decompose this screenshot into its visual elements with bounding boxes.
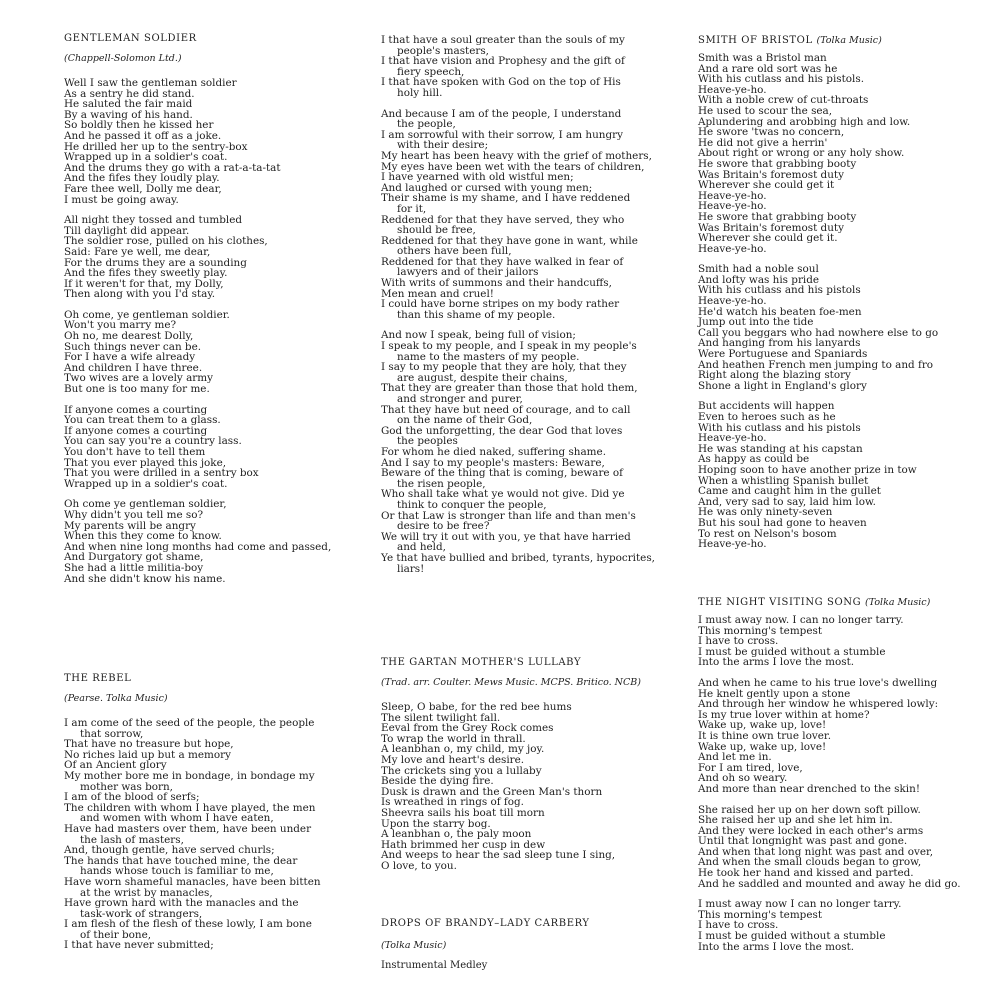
song-gentleman-soldier — [64, 33, 364, 584]
song-credit: (Tolka Music) — [865, 597, 931, 608]
lyric-line: Shone a light in England's glory — [698, 379, 867, 392]
lyric-line: O love, to you. — [381, 859, 457, 872]
lyric-line: I must be guided without a stumble — [698, 645, 886, 658]
lyric-line: For I have a wife already — [64, 351, 196, 364]
lyric-line: I am flesh of the flesh of these lowly, I am bone — [64, 918, 312, 931]
lyric-line: I have to cross. — [698, 635, 779, 648]
lyrics — [698, 53, 988, 550]
lyric-line: Wherever she could get it. — [698, 232, 838, 245]
lyric-line: And I say to my people's masters: Beware, — [381, 456, 605, 469]
lyric-line: Have grown hard with the manacles and the — [64, 897, 299, 910]
lyric-line: About right or wrong or any holy show. — [698, 147, 905, 160]
lyric-line: You can say you're a country lass. — [64, 435, 242, 448]
lyric-line: The crickets sing you a lullaby — [381, 764, 542, 777]
lyric-line: Two wives are a lovely army — [64, 372, 213, 385]
lyric-line: That you were drilled in a sentry box — [64, 467, 259, 480]
lyric-line: Even to heroes such as he — [698, 411, 836, 423]
lyric-line: Eeval from the Grey Rock comes — [381, 722, 554, 735]
lyric-line: name to the masters of my people. — [397, 350, 580, 363]
lyric-line: and women with whom I have eaten, — [80, 812, 274, 825]
lyric-line: Into the arms I love the most. — [698, 940, 855, 953]
lyric-line: Heave-ye-ho. — [698, 189, 767, 202]
lyric-line: Wake up, wake up, love! — [698, 719, 827, 732]
lyric-line: Oh come ye gentleman soldier, — [64, 498, 227, 511]
lyric-line: He knelt gently upon a stone — [698, 687, 851, 700]
lyric-line: Have worn shameful manacles, have been bitten — [64, 875, 321, 888]
lyric-line: That they have but need of courage, and to call — [381, 403, 631, 416]
song-heading — [698, 597, 988, 609]
song-night-visiting-song — [698, 597, 988, 952]
lyric-line: With his cutlass and his pistols. — [698, 73, 865, 86]
lyric-line: than this shame of my people. — [397, 308, 556, 321]
lyric-line: With a noble crew of cut-throats — [698, 94, 869, 107]
lyric-line: I must be going away. — [64, 193, 179, 206]
lyric-line: Aplundering and arobbing high and low. — [698, 115, 911, 128]
lyric-line: I could have borne stripes on my body rather — [381, 298, 620, 311]
lyric-line: Came and caught him in the gullet — [698, 485, 881, 498]
lyric-line: He'd watch his beaten foe-men — [698, 305, 862, 318]
lyric-line: Heave-ye-ho. — [698, 295, 767, 308]
lyric-line: Wrapped up in a soldier's coat. — [64, 477, 228, 490]
lyric-line: He was only ninety-seven — [698, 506, 833, 519]
lyric-line: Who shall take what ye would not give. Did ye — [381, 488, 625, 501]
lyric-line: And lofty was his pride — [698, 273, 820, 286]
lyric-line: Sleep, O babe, for the red bee hums — [381, 701, 572, 713]
song-heading — [698, 35, 988, 47]
lyric-line: Heave-ye-ho. — [698, 242, 767, 255]
lyric-line: And when that long night was past and over, — [698, 845, 934, 858]
lyric-line: And oh so weary. — [698, 772, 788, 785]
song-note: Instrumental Medley — [381, 960, 488, 971]
lyric-line: task-work of strangers, — [80, 907, 203, 920]
lyric-line: Was Britain's foremost duty — [698, 221, 844, 234]
lyric-line: I say to my people that they are holy, that they — [381, 361, 627, 374]
lyric-line: the risen people, — [397, 477, 486, 490]
lyric-line: It is thine own true lover. — [698, 729, 832, 742]
lyric-line: Beware of the thing that is coming, beware of — [381, 467, 623, 480]
lyric-line: As a sentry he did stand. — [64, 87, 195, 100]
lyric-line: Why didn't you tell me so? — [64, 508, 204, 521]
lyric-line: And, very sad to say, laid him low. — [698, 495, 876, 508]
lyric-line: Heave-ye-ho. — [698, 200, 767, 213]
song-credit: (Chappell-Solomon Ltd.) — [64, 53, 182, 64]
lyric-line: fiery speech, — [397, 65, 465, 78]
lyric-line: And let me in. — [698, 751, 772, 764]
lyric-line: He swore 'twas no concern, — [698, 126, 845, 139]
lyric-line: By a waving of his hand. — [64, 108, 193, 121]
lyric-line: When a whistling Spanish bullet — [698, 474, 869, 487]
lyric-line: This morning's tempest — [698, 908, 822, 921]
lyric-line: are august, despite their chains, — [397, 371, 568, 384]
lyric-line: If anyone comes a courting — [64, 424, 208, 437]
lyric-line: Heave-ye-ho. — [698, 432, 767, 445]
lyric-line: I have yearned with old wistful men; — [381, 171, 574, 184]
lyric-line: liars! — [397, 562, 425, 575]
lyrics — [64, 718, 364, 951]
lyric-line: Of an Ancient glory — [64, 759, 167, 772]
lyric-line: the peoples — [397, 435, 458, 448]
lyric-line: As happy as could be — [698, 453, 810, 466]
lyric-line: Won't you marry me? — [64, 319, 177, 332]
lyric-line: That they are greater than those that hold them, — [381, 382, 638, 395]
lyric-line: The hands that have touched mine, the dear — [64, 854, 298, 867]
lyric-line: I must away now. I can no longer tarry. — [698, 614, 904, 626]
lyric-line: Reddened for that they have served, they who — [381, 213, 625, 226]
lyric-line: He was standing at his capstan — [698, 442, 863, 455]
lyric-line: But one is too many for me. — [64, 383, 210, 396]
lyric-line: Men mean and cruel! — [381, 287, 494, 300]
lyric-line: on the name of their God, — [397, 414, 533, 427]
lyric-line: that sorrow, — [80, 727, 144, 740]
lyric-line: I am come of the seed of the people, the people — [64, 717, 315, 729]
lyric-line: For the drums they are a sounding — [64, 256, 247, 269]
lyric-line: I that have a soul greater than the souls of my — [381, 34, 625, 46]
lyric-line: Well I saw the gentleman soldier — [64, 77, 237, 89]
lyric-line: Dusk is drawn and the Green Man's thorn — [381, 785, 603, 798]
lyric-line: He swore that grabbing booty — [698, 210, 857, 223]
lyric-line: Fare thee well, Dolly me dear, — [64, 182, 222, 195]
lyrics — [64, 78, 364, 584]
lyric-line: Oh come, ye gentleman soldier. — [64, 308, 230, 321]
lyric-line: For I am tired, love, — [698, 761, 803, 774]
lyrics — [698, 615, 988, 952]
lyric-line: Until that longnight was past and gone. — [698, 835, 908, 848]
lyric-line: of their bone, — [80, 928, 152, 941]
lyric-line: My parents will be angry — [64, 519, 196, 532]
lyric-line: For whom he died naked, suffering shame. — [381, 445, 606, 458]
lyric-line: Were Portuguese and Spaniards — [698, 348, 868, 361]
lyric-line: Upon the starry bog. — [381, 817, 491, 830]
lyric-line: She raised her up and she let him in. — [698, 814, 893, 827]
lyric-line: I speak to my people, and I speak in my people's — [381, 340, 637, 353]
lyric-line: The children with whom I have played, the men — [64, 801, 316, 814]
lyric-line: Then along with you I'd stay. — [64, 288, 216, 301]
lyric-line: Call you beggars who had nowhere else to go — [698, 326, 939, 339]
lyric-line: Smith was a Bristol man — [698, 52, 827, 64]
lyric-line: A leanbhan o, my child, my joy. — [381, 743, 545, 756]
lyric-line: Wrapped up in a soldier's coat. — [64, 151, 228, 164]
lyric-line: My love and heart's desire. — [381, 753, 525, 766]
lyric-line: He saluted the fair maid — [64, 98, 193, 111]
lyric-line: And he passed it off as a joke. — [64, 129, 222, 142]
song-credit: (Tolka Music) — [816, 35, 882, 46]
lyric-line: And the fifes they sweetly play. — [64, 267, 228, 280]
lyric-line: the people, — [397, 118, 456, 131]
lyric-line: But his soul had gone to heaven — [698, 516, 867, 529]
song-drops-of-brandy — [381, 918, 681, 972]
lyric-line: Wherever she could get it — [698, 179, 835, 192]
lyric-line: So boldly then he kissed her — [64, 119, 214, 132]
lyric-line: And the drums they go with a rat-a-ta-tat — [64, 161, 281, 174]
lyric-line: And now I speak, being full of vision; — [381, 329, 576, 342]
song-credit: (Pearse. Tolka Music) — [64, 693, 168, 704]
lyric-line: And when he came to his true love's dwelling — [698, 676, 938, 689]
lyric-line: And because I am of the people, I understand — [381, 107, 622, 120]
lyric-line: should be free, — [397, 224, 476, 237]
lyric-line: When this they come to know. — [64, 530, 222, 543]
lyric-line: The silent twilight fall. — [381, 711, 501, 724]
lyric-line: Such things never can be. — [64, 340, 202, 353]
lyric-line: Was Britain's foremost duty — [698, 168, 844, 181]
lyric-line: He drilled her up to the sentry-box — [64, 140, 248, 153]
song-the-rebel-continued — [381, 35, 681, 574]
lyric-line: She raised her up on her down soft pillow. — [698, 803, 921, 816]
lyric-line: Reddened for that they have walked in fear of — [381, 255, 624, 268]
lyric-line: with their desire; — [397, 139, 489, 152]
lyric-line: And when nine long months had come and passed, — [64, 540, 332, 553]
lyric-line: The soldier rose, pulled on his clothes, — [64, 235, 268, 248]
lyric-line: Hoping soon to have another prize in tow — [698, 463, 917, 476]
lyric-line: I that have vision and Prophesy and the gift of — [381, 55, 625, 68]
lyric-line: the lash of masters, — [80, 833, 184, 846]
lyric-line: holy hill. — [397, 86, 443, 99]
lyric-line: Into the arms I love the most. — [698, 656, 855, 669]
lyric-line: Or that Law is stronger than life and than men's — [381, 509, 636, 522]
lyric-line: Hath brimmed her cusp in dew — [381, 838, 546, 851]
song-credit: (Trad. arr. Coulter. Mews Music. MCPS. Britico. NCB) — [381, 677, 641, 688]
lyric-line: Smith had a noble soul — [698, 263, 819, 276]
lyric-line: A leanbhan o, the paly moon — [381, 828, 532, 841]
lyric-line: He swore that grabbing booty — [698, 157, 857, 170]
lyric-line: God the unforgetting, the dear God that loves — [381, 424, 623, 437]
lyric-line: I must be guided without a stumble — [698, 930, 886, 943]
lyric-line: Is my true lover within at home? — [698, 708, 870, 721]
lyric-line: And weeps to hear the sad sleep tune I sing, — [381, 849, 616, 862]
lyric-line: And heathen French men jumping to and fro — [698, 358, 934, 371]
song-title: DROPS OF BRANDY–LADY CARBERY — [381, 918, 590, 929]
lyric-line: Right along the blazing story — [698, 369, 851, 382]
lyric-line: I must away now I can no longer tarry. — [698, 898, 902, 911]
lyric-line: Is wreathed in rings of fog. — [381, 796, 524, 809]
lyric-line: And the fifes they loudly play. — [64, 172, 220, 185]
lyric-line: Sheevra sails his boat till morn — [381, 806, 545, 819]
lyric-line: And she didn't know his name. — [64, 572, 226, 585]
lyric-line: He did not give a herrin' — [698, 136, 828, 149]
lyric-line: people's masters, — [397, 44, 489, 57]
lyrics — [381, 702, 681, 872]
lyric-line: He used to scour the sea, — [698, 104, 833, 117]
lyric-line: And a rare old sort was he — [698, 62, 838, 75]
lyric-line: And he saddled and mounted and away he did go. — [698, 877, 961, 890]
song-credit: (Tolka Music) — [381, 940, 447, 951]
lyric-line: Heave-ye-ho. — [698, 538, 767, 551]
lyric-line: He took her hand and kissed and parted. — [698, 867, 914, 880]
lyric-line: and held, — [397, 541, 446, 554]
lyric-line: And they were locked in each other's arms — [698, 824, 924, 837]
lyric-line: And, though gentle, have served churls; — [64, 844, 275, 857]
lyric-line: My eyes have been wet with the tears of children, — [381, 160, 645, 173]
song-smith-of-bristol — [698, 35, 988, 550]
lyric-line: And more than near drenched to the skin! — [698, 782, 920, 795]
lyric-line: You don't have to tell them — [64, 446, 206, 458]
lyric-line: Said: Fare ye well, me dear, — [64, 245, 211, 258]
song-title: SMITH OF BRISTOL — [698, 35, 813, 46]
song-the-rebel — [64, 673, 364, 951]
lyric-line: She had a little militia-boy — [64, 561, 204, 574]
song-title: GENTLEMAN SOLDIER — [64, 33, 197, 44]
lyric-line: And children I have three. — [64, 361, 203, 374]
lyric-line: But accidents will happen — [698, 400, 835, 413]
lyric-line: I that have never submitted; — [64, 939, 214, 952]
lyric-line: Have had masters over them, have been under — [64, 822, 312, 835]
song-title: THE REBEL — [64, 673, 132, 684]
lyric-line: If anyone comes a courting — [64, 403, 208, 416]
lyric-line: think to conquer the people, — [397, 498, 547, 511]
lyric-line: You can treat them to a glass. — [64, 414, 221, 427]
lyric-line: lawyers and of their jailors — [397, 266, 539, 279]
song-gartan-mothers-lullaby — [381, 657, 681, 872]
lyric-line: All night they tossed and tumbled — [64, 214, 243, 227]
lyric-line: And when the small clouds began to grow, — [698, 856, 922, 869]
lyric-line: Reddened for that they have gone in want, while — [381, 234, 638, 247]
lyric-line: and stronger and purer, — [397, 393, 523, 405]
lyric-line: others have been full, — [397, 245, 512, 258]
lyric-line: With writs of summons and their handcuffs, — [381, 277, 612, 290]
lyric-line: This morning's tempest — [698, 624, 822, 637]
lyric-line: To wrap the world in thrall. — [381, 732, 526, 745]
lyric-line: Ye that have bullied and bribed, tyrants, hypocrites, — [381, 551, 655, 564]
lyric-line: Till daylight did appear. — [64, 224, 190, 237]
lyric-line: And Durgatory got shame, — [64, 551, 204, 564]
lyric-line: That have no treasure but hope, — [64, 738, 234, 751]
song-title: THE NIGHT VISITING SONG — [698, 597, 862, 608]
lyric-line: And hanging from his lanyards — [698, 337, 861, 350]
lyric-line: I have to cross. — [698, 919, 779, 932]
lyric-line: mother was born, — [80, 780, 173, 793]
lyric-line: That you ever played this joke, — [64, 456, 227, 469]
lyrics — [381, 35, 681, 574]
lyric-line: hands whose touch is familiar to me, — [80, 865, 274, 878]
lyric-line: Wake up, wake up, love! — [698, 740, 827, 753]
lyric-line: I that have spoken with God on the top of His — [381, 76, 621, 89]
lyric-line: If it weren't for that, my Dolly, — [64, 277, 224, 290]
lyric-line: We will try it out with you, ye that have harried — [381, 530, 631, 543]
lyric-line: at the wrist by manacles, — [80, 886, 213, 899]
lyric-line: My heart has been heavy with the grief of mothers, — [381, 149, 652, 162]
lyric-line: Oh no, me dearest Dolly, — [64, 330, 194, 343]
lyric-line: I am sorrowful with their sorrow, I am hungry — [381, 128, 623, 141]
lyric-line: Beside the dying fire. — [381, 775, 494, 788]
song-title: THE GARTAN MOTHER'S LULLABY — [381, 657, 582, 668]
lyric-line: To rest on Nelson's bosom — [698, 527, 837, 540]
lyric-line: And through her window he whispered lowly: — [698, 698, 939, 711]
lyric-line: And laughed or cursed with young men; — [381, 181, 593, 194]
lyric-line: With his cutlass and his pistols — [698, 421, 861, 434]
lyric-line: desire to be free? — [397, 520, 490, 533]
lyric-line: Their shame is my shame, and I have reddened — [381, 192, 631, 205]
lyric-line: Heave-ye-ho. — [698, 83, 767, 96]
lyric-line: Jump out into the tide — [698, 316, 814, 329]
lyric-line: I am of the blood of serfs; — [64, 791, 200, 804]
lyric-line: My mother bore me in bondage, in bondage my — [64, 769, 315, 782]
lyric-line: No riches laid up but a memory — [64, 748, 231, 761]
lyric-line: for it, — [397, 202, 427, 215]
lyric-line: With his cutlass and his pistols — [698, 284, 861, 297]
